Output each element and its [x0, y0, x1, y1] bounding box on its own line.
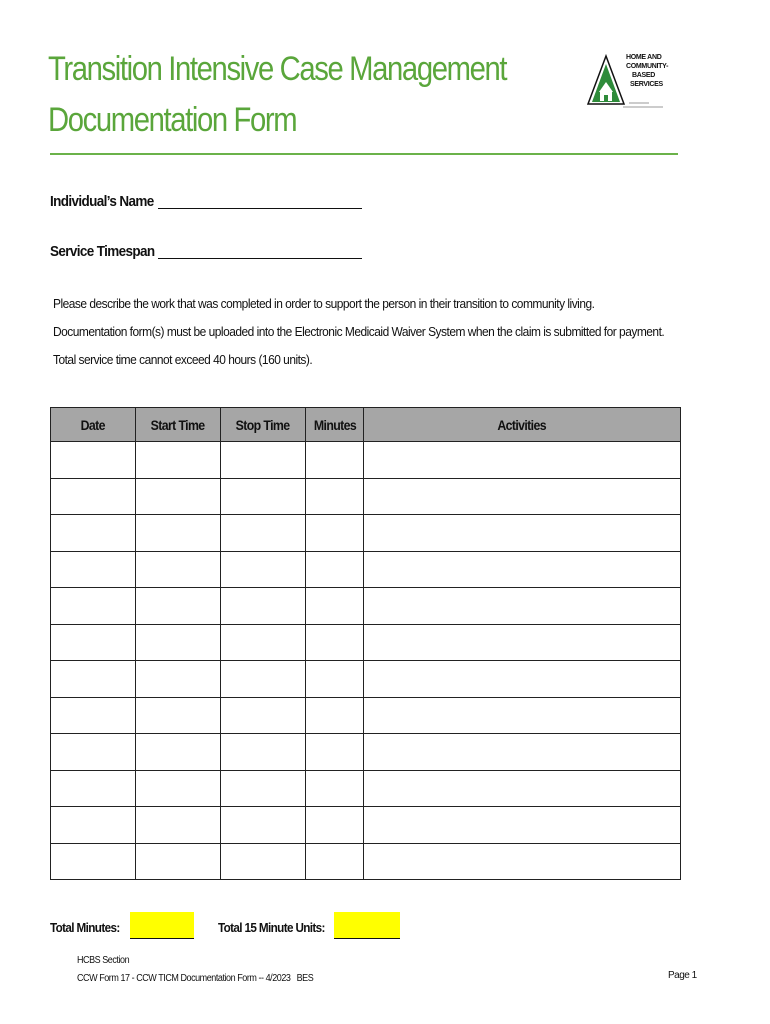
- total-units-field[interactable]: [334, 912, 400, 939]
- total-units-label: Total 15 Minute Units:: [218, 920, 325, 935]
- cell-start-time[interactable]: [136, 478, 221, 515]
- table-row: [51, 588, 681, 625]
- individual-name-field: [50, 186, 370, 210]
- instruction-line: Please describe the work that was completed in order to support the person in their transition to community living.: [53, 296, 595, 311]
- cell-date[interactable]: [51, 770, 136, 807]
- cell-start-time[interactable]: [136, 442, 221, 479]
- cell-start-time[interactable]: [136, 551, 221, 588]
- cell-stop-time[interactable]: [221, 843, 306, 880]
- table-row: [51, 551, 681, 588]
- cell-start-time[interactable]: [136, 588, 221, 625]
- cell-stop-time[interactable]: [221, 478, 306, 515]
- cell-activities[interactable]: [364, 551, 681, 588]
- table-row: [51, 624, 681, 661]
- table-row: [51, 442, 681, 479]
- cell-start-time[interactable]: [136, 697, 221, 734]
- cell-start-time[interactable]: [136, 843, 221, 880]
- column-header-minutes: Minutes: [306, 408, 364, 442]
- cell-date[interactable]: [51, 515, 136, 552]
- column-header-date: Date: [51, 408, 136, 442]
- cell-activities[interactable]: [364, 624, 681, 661]
- table-row: [51, 515, 681, 552]
- cell-date[interactable]: [51, 442, 136, 479]
- table-row: [51, 843, 681, 880]
- cell-start-time[interactable]: [136, 515, 221, 552]
- cell-activities[interactable]: [364, 807, 681, 844]
- cell-start-time[interactable]: [136, 734, 221, 771]
- cell-stop-time[interactable]: [221, 770, 306, 807]
- form-title: [48, 44, 506, 146]
- footer-section: HCBS Section: [77, 955, 130, 966]
- activity-log-table: [50, 407, 681, 880]
- cell-minutes[interactable]: [306, 442, 364, 479]
- total-minutes-label: Total Minutes:: [50, 920, 120, 935]
- logo-text-line: COMMUNITY-: [626, 63, 669, 70]
- total-minutes-field[interactable]: [130, 912, 194, 939]
- footer-form-id: CCW Form 17 - CCW TICM Documentation Form -- 4/2023 BES: [77, 973, 314, 984]
- column-header-stop-time: Stop Time: [221, 408, 306, 442]
- individual-name-label: Individual’s Name: [50, 193, 154, 210]
- cell-activities[interactable]: [364, 515, 681, 552]
- cell-stop-time[interactable]: [221, 624, 306, 661]
- individual-name-line[interactable]: [158, 208, 362, 209]
- cell-minutes[interactable]: [306, 551, 364, 588]
- cell-minutes[interactable]: [306, 734, 364, 771]
- cell-activities[interactable]: [364, 734, 681, 771]
- table-header-row: [51, 408, 681, 442]
- cell-date[interactable]: [51, 661, 136, 698]
- cell-activities[interactable]: [364, 770, 681, 807]
- service-timespan-label: Service Timespan: [50, 243, 155, 260]
- footer: [77, 952, 313, 988]
- cell-stop-time[interactable]: [221, 734, 306, 771]
- cell-minutes[interactable]: [306, 843, 364, 880]
- cell-activities[interactable]: [364, 843, 681, 880]
- table-row: [51, 478, 681, 515]
- cell-minutes[interactable]: [306, 588, 364, 625]
- service-timespan-field: [50, 236, 370, 260]
- cell-minutes[interactable]: [306, 515, 364, 552]
- column-header-activities: Activities: [364, 408, 681, 442]
- cell-minutes[interactable]: [306, 807, 364, 844]
- cell-minutes[interactable]: [306, 770, 364, 807]
- form-title-line1: Transition Intensive Case Management: [48, 50, 507, 88]
- instructions: [53, 290, 664, 374]
- cell-stop-time[interactable]: [221, 442, 306, 479]
- cell-date[interactable]: [51, 478, 136, 515]
- cell-date[interactable]: [51, 551, 136, 588]
- cell-stop-time[interactable]: [221, 807, 306, 844]
- cell-minutes[interactable]: [306, 624, 364, 661]
- cell-activities[interactable]: [364, 588, 681, 625]
- cell-activities[interactable]: [364, 697, 681, 734]
- cell-start-time[interactable]: [136, 770, 221, 807]
- totals-row: [50, 912, 450, 942]
- cell-date[interactable]: [51, 807, 136, 844]
- cell-start-time[interactable]: [136, 624, 221, 661]
- cell-date[interactable]: [51, 624, 136, 661]
- cell-stop-time[interactable]: [221, 661, 306, 698]
- cell-start-time[interactable]: [136, 807, 221, 844]
- page-number: Page 1: [668, 970, 697, 981]
- title-divider: [50, 153, 678, 155]
- table-row: [51, 661, 681, 698]
- cell-activities[interactable]: [364, 661, 681, 698]
- form-title-line2: Documentation Form: [48, 101, 297, 139]
- logo-text: [626, 53, 668, 89]
- logo-text-line: BASED: [632, 72, 656, 79]
- cell-stop-time[interactable]: [221, 588, 306, 625]
- instruction-line: Total service time cannot exceed 40 hours (160 units).: [53, 352, 313, 367]
- cell-date[interactable]: [51, 734, 136, 771]
- logo-text-line: SERVICES: [630, 81, 663, 88]
- cell-date[interactable]: [51, 697, 136, 734]
- table-row: [51, 807, 681, 844]
- cell-date[interactable]: [51, 588, 136, 625]
- cell-start-time[interactable]: [136, 661, 221, 698]
- cell-activities[interactable]: [364, 478, 681, 515]
- cell-minutes[interactable]: [306, 661, 364, 698]
- cell-minutes[interactable]: [306, 478, 364, 515]
- table-row: [51, 734, 681, 771]
- logo-tagline-graphic: [623, 100, 663, 110]
- cell-stop-time[interactable]: [221, 697, 306, 734]
- table-body: [51, 442, 681, 880]
- cell-date[interactable]: [51, 843, 136, 880]
- logo-text-line: HOME AND: [626, 54, 662, 61]
- column-header-start-time: Start Time: [136, 408, 221, 442]
- table-row: [51, 770, 681, 807]
- cell-minutes[interactable]: [306, 697, 364, 734]
- service-timespan-line[interactable]: [158, 258, 362, 259]
- cell-stop-time[interactable]: [221, 551, 306, 588]
- cell-stop-time[interactable]: [221, 515, 306, 552]
- instruction-line: Documentation form(s) must be uploaded into the Electronic Medicaid Waiver System when the claim is submitted for payment.: [53, 324, 665, 339]
- cell-activities[interactable]: [364, 442, 681, 479]
- table-row: [51, 697, 681, 734]
